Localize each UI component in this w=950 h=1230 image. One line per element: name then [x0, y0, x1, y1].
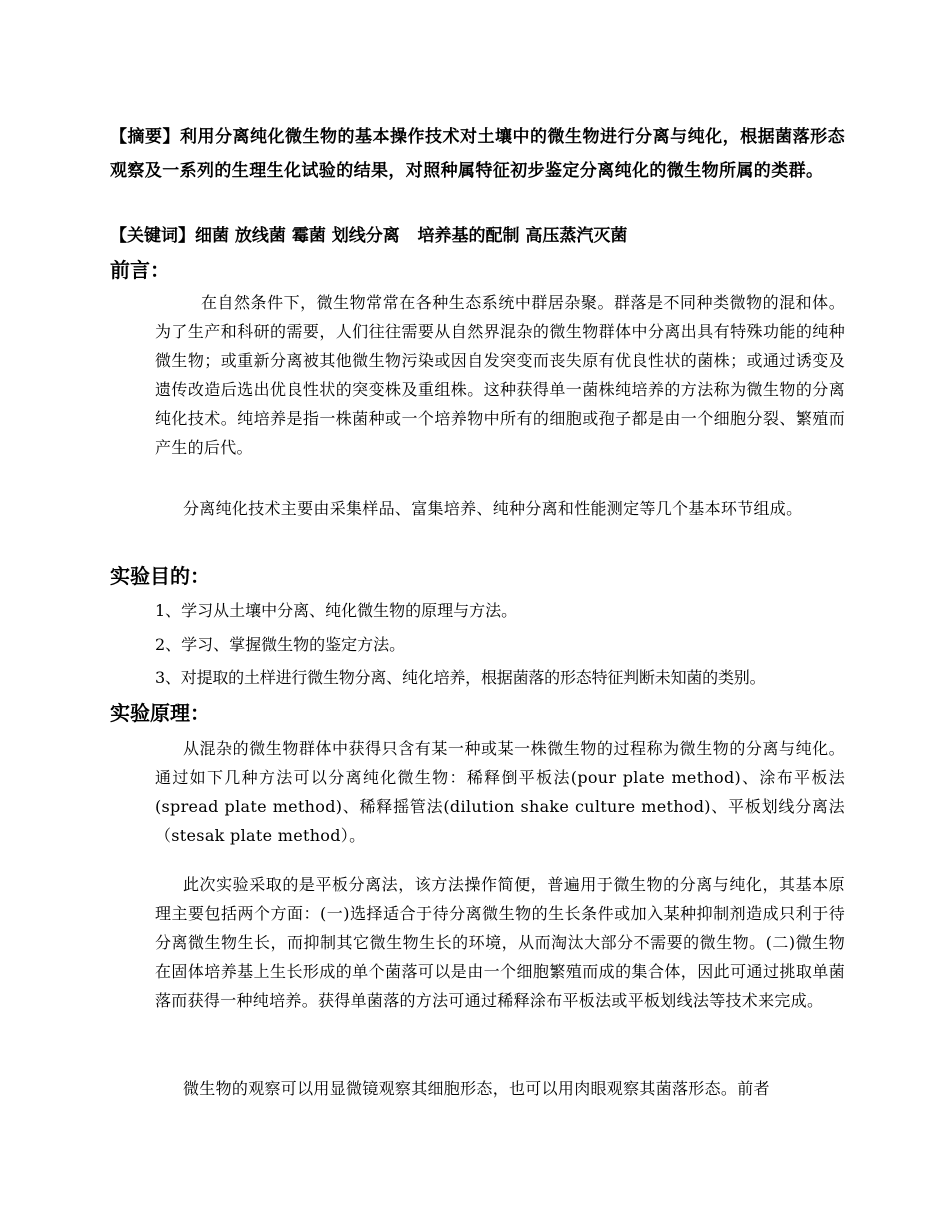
preface-paragraph-1: 在自然条件下，微生物常常在各种生态系统中群居杂聚。群落是不同种类微物的混和体。为了生产和科研的需要，人们往往需要从自然界混杂的微生物群体中分离出具有特殊功能的纯种微生物；或重新分离被其他微生物污染或因自发突变而丧失原有优良性状的菌株；或通过诱变及遗传改造后选出优良性状的突变株及重组株。这种获得单一菌株纯培养的方法称为微生物的分离纯化技术。纯培养是指一株菌种或一个培养物中所有的细胞或孢子都是由一个细胞分裂、繁殖而产生的后代。: [155, 293, 845, 457]
abstract-paragraph: 【摘要】利用分离纯化微生物的基本操作技术对土壤中的微生物进行分离与纯化，根据菌落形态观察及一系列的生理生化试验的结果，对照种属特征初步鉴定分离纯化的微生物所属的类群。: [110, 127, 845, 181]
principle-heading: 实验原理：: [110, 701, 210, 725]
purpose-item-3: 3、对提取的土样进行微生物分离、纯化培养，根据菌落的形态特征判断未知菌的类别。: [155, 668, 766, 687]
purpose-item-1: 1、学习从土壤中分离、纯化微生物的原理与方法。: [155, 601, 518, 620]
principle-paragraph-3: 微生物的观察可以用显微镜观察其细胞形态，也可以用肉眼观察其菌落形态。前者: [183, 1079, 770, 1098]
purpose-item-2: 2、学习、掌握微生物的鉴定方法。: [155, 635, 406, 654]
principle-paragraph-2: 此次实验采取的是平板分离法，该方法操作简便，普遍用于微生物的分离与纯化，其基本原理主要包括两个方面：(一)选择适合于待分离微生物的生长条件或加入某种抑制剂造成只利于待分离微生物生长，而抑制其它微生物生长的环境，从而淘汰大部分不需要的微生物。(二)微生物在固体培养基上生长形成的单个菌落可以是由一个细胞繁殖而成的集合体，因此可通过挑取单菌落而获得一种纯培养。获得单菌落的方法可通过稀释涂布平板法或平板划线法等技术来完成。: [155, 875, 845, 1010]
keywords-line: 【关键词】细菌 放线菌 霉菌 划线分离 培养基的配制 高压蒸汽灭菌: [110, 226, 628, 246]
purpose-heading: 实验目的：: [110, 564, 210, 588]
preface-heading: 前言：: [110, 258, 170, 282]
preface-paragraph-2: 分离纯化技术主要由采集样品、富集培养、纯种分离和性能测定等几个基本环节组成。: [183, 499, 803, 518]
principle-paragraph-1: 从混杂的微生物群体中获得只含有某一种或某一株微生物的过程称为微生物的分离与纯化。通过如下几种方法可以分离纯化微生物：稀释倒平板法(pour plate method)、涂布平板法(spread plate method)、稀释摇管法(dilution shake culture method)、平板划线分离法 （stesak plate method）。: [155, 739, 845, 845]
